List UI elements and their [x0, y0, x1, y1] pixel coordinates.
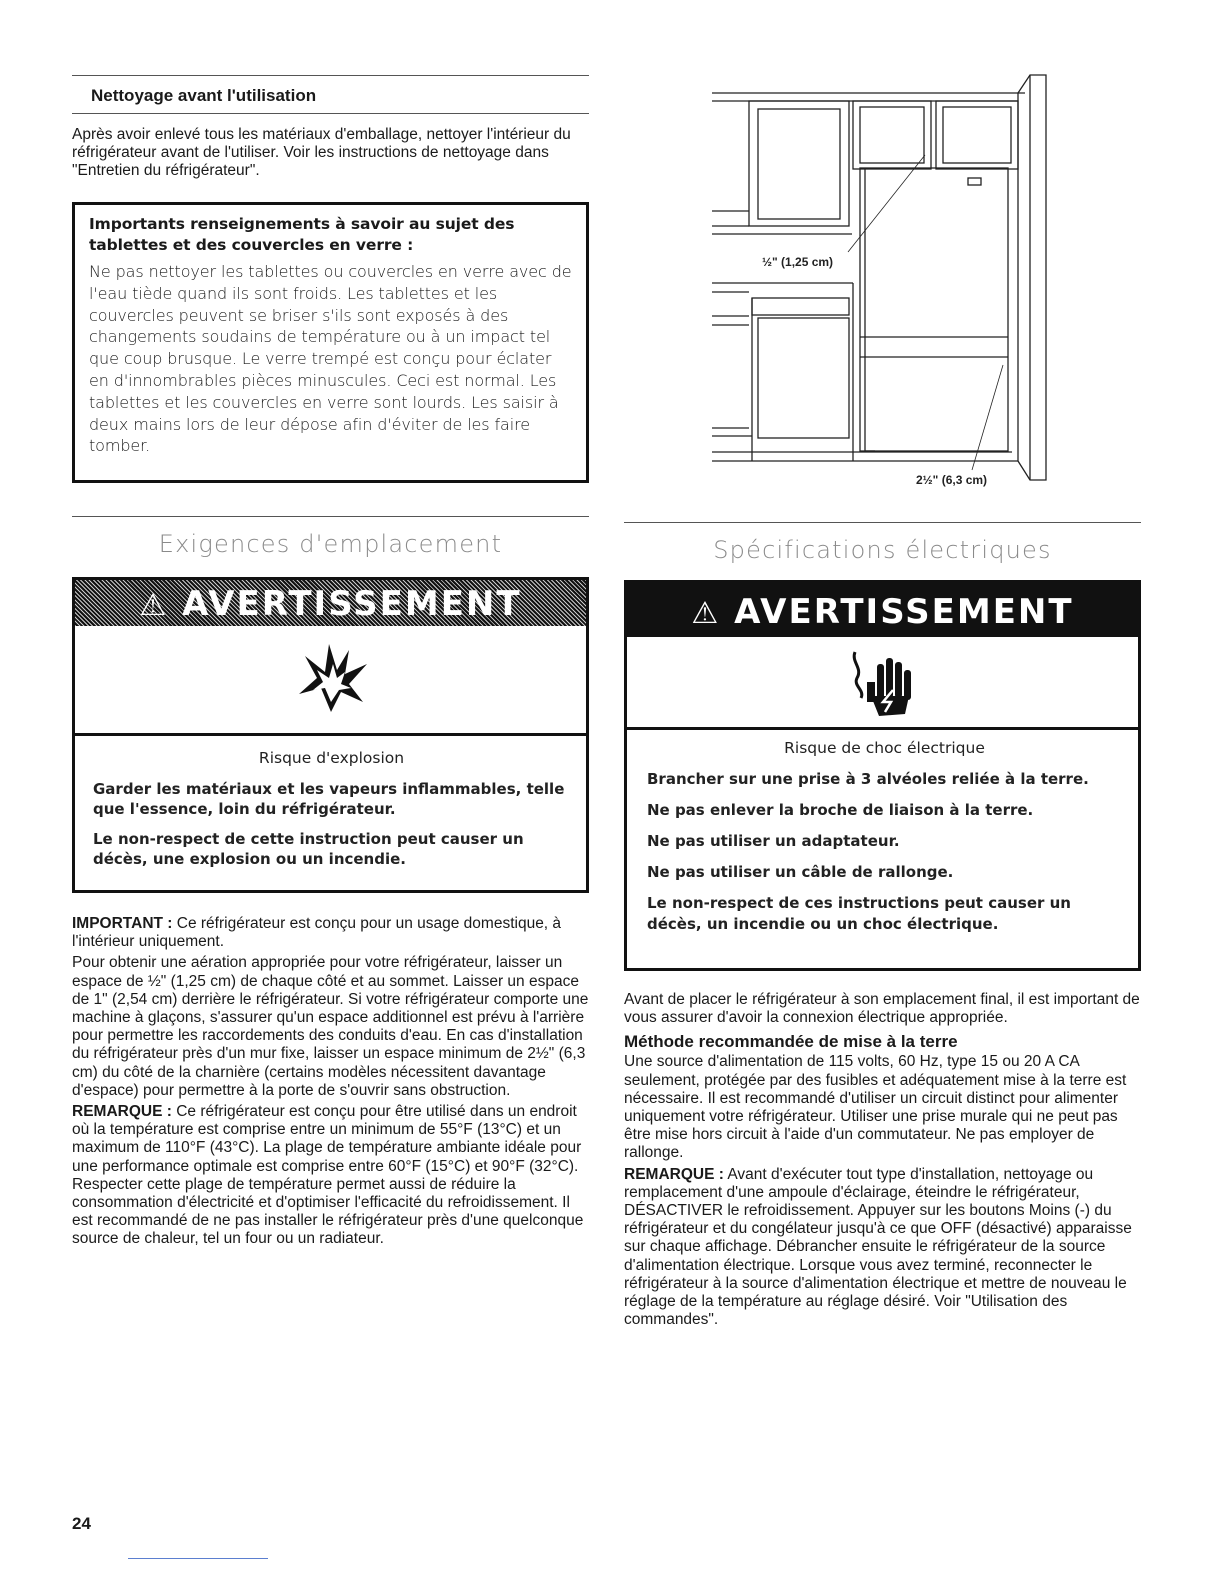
ventilation-paragraph: Pour obtenir une aération appropriée pour votre réfrigérateur, laisser un espace de ½" (1,25 cm) de chaque côté et au sommet. Laisser un espace de 1" (2,54 cm) derrière le réfrigérateur. Si votre réfrigérateur comporte une machine à glaçons, s'assurer qu'un espace additionnel est prévu à l'arrière pour permettre les raccordements des conduits d'eau. En cas d'installation du réfrigérateur près d'un mur fixe, laisser un espace minimum de 2½" (6,3 cm) du côté de la charnière (certains modèles nécessitent davantage d'espace) pour permettre à la porte de s'ouvrir sans obstruction.	[72, 954, 589, 1099]
explosion-icon-row	[75, 626, 586, 736]
ground-heading: Méthode recommandée de mise à la terre	[624, 1032, 958, 1052]
shock-warning-header	[627, 583, 1138, 637]
electric-shock-icon	[843, 642, 923, 722]
clearance-label-top: ½" (1,25 cm)	[762, 255, 834, 269]
section-title-location: Exigences d'emplacement	[158, 530, 503, 558]
clearance-diagram-svg	[700, 70, 1160, 500]
cleaning-text: Après avoir enlevé tous les matériaux d'emballage, nettoyer l'intérieur du réfrigérateur avant de l'utiliser. Voir les instructions de nettoyage dans "Entretien du réfrigérateur".	[72, 126, 571, 180]
explosion-warning	[72, 577, 589, 893]
footer-rule	[128, 1558, 268, 1559]
glass-info-text: Ne pas nettoyer les tablettes ou couvercles en verre avec de l'eau tiède quand ils sont froids. Les tablettes et les couvercles peuvent se briser s'ils sont exposés à des changements soudains de température ou à un impact tel que coup brusque. Le verre trempé est conçu pour éclater en d'innombrables pièces minuscules. Ceci est normal. Les tablettes et les couvercles en verre sont lourds. Les saisir à deux mains lors de leur dépose afin d'éviter de les faire tomber.	[89, 262, 572, 456]
glass-info-box	[72, 202, 589, 483]
location-text	[72, 915, 592, 1249]
explosion-hazard-label: Risque d'explosion	[258, 749, 405, 767]
shock-line-3: Ne pas utiliser un adaptateur.	[647, 832, 900, 850]
explosion-warning-header	[75, 580, 586, 626]
page-number: 24	[72, 1514, 91, 1533]
important-text: Ce réfrigérateur est conçu pour un usage domestique, à l'intérieur uniquement.	[72, 915, 562, 951]
explosion-line-2: Le non-respect de cette instruction peut causer un décès, une explosion ou un incendie.	[93, 830, 524, 868]
warning-triangle-icon: ⚠	[691, 596, 721, 631]
electrical-text	[624, 991, 1144, 1329]
shock-final: Le non-respect de ces instructions peut causer un décès, un incendie ou un choc électrique.	[647, 894, 1071, 933]
clearance-diagram	[700, 70, 1160, 500]
shock-line-1: Brancher sur une prise à 3 alvéoles reliée à la terre.	[647, 770, 1089, 788]
shock-hazard-label: Risque de choc électrique	[784, 739, 985, 757]
important-paragraph	[72, 915, 592, 951]
power-note-label: REMARQUE :	[624, 1165, 724, 1183]
shock-icon-row	[627, 637, 1138, 730]
shock-line-2: Ne pas enlever la broche de liaison à la terre.	[647, 801, 1034, 819]
clearance-label-bottom: 2½" (6,3 cm)	[916, 473, 988, 487]
explosion-warning-title: AVERTISSEMENT	[182, 584, 522, 624]
glass-info-title: Importants renseignements à savoir au sujet des tablettes et des couvercles en verre :	[89, 215, 515, 254]
temperature-note-text: Ce réfrigérateur est conçu pour être utilisé dans un endroit où la température est comprise entre un minimum de 55°F (13°C) et un maximum de 110°F (43°C). La plage de température ambiante idéale pour une performance optimale est comprise entre 60°F (15°C) et 90°F (32°C). Respecter cette plage de température permet aussi de réduire la consommation d'électricité et d'optimiser l'efficacité du refroidissement. Il est recommandé de ne pas installer le réfrigérateur près d'une quelconque source de chaleur, tel un four ou un radiateur.	[72, 1103, 584, 1248]
shock-warning-title: AVERTISSEMENT	[734, 592, 1074, 632]
section-title-electrical: Spécifications électriques	[713, 536, 1052, 564]
ground-text: Une source d'alimentation de 115 volts, 60 Hz, type 15 ou 20 A CA seulement, protégée par des fusibles et adéquatement mise à la terre est nécessaire. Il est recommandé d'utiliser un circuit distinct pour alimenter uniquement votre réfrigérateur. Utiliser une prise murale qui ne peut pas être mise hors circuit à l'aide d'un commutateur. Ne pas employer de rallonge.	[624, 1053, 1127, 1162]
power-note	[624, 1166, 1144, 1330]
power-note-text: Avant d'exécuter tout type d'installation, nettoyage ou remplacement d'une ampoule d'éclairage, éteindre le réfrigérateur, DÉSACTIVER le refroidissement. Appuyer sur les boutons Moins (-) du réfrigérateur et du congélateur jusqu'à ce que OFF (désactivé) apparaisse sur chaque affichage. Débrancher ensuite le réfrigérateur de la source d'alimentation électrique. Lorsque vous avez terminé, reconnecter le réfrigérateur à la source d'alimentation électrique et mettre de nouveau le réglage de la température au réglage désiré. Voir "Utilisation des commandes".	[624, 1165, 1132, 1329]
temperature-note	[72, 1103, 592, 1249]
shock-line-4: Ne pas utiliser un câble de rallonge.	[647, 863, 954, 881]
explosion-line-1: Garder les matériaux et les vapeurs inflammables, telle que l'essence, loin du réfrigérateur.	[93, 780, 565, 818]
shock-warning	[624, 580, 1141, 971]
important-label: IMPORTANT :	[72, 915, 173, 932]
temperature-note-label: REMARQUE :	[72, 1103, 172, 1121]
cleaning-heading: Nettoyage avant l'utilisation	[91, 86, 317, 105]
electrical-intro: Avant de placer le réfrigérateur à son emplacement final, il est important de vous assurer d'avoir la connexion électrique appropriée.	[624, 991, 1140, 1027]
warning-triangle-icon: ⚠	[139, 588, 169, 623]
explosion-icon	[291, 640, 371, 720]
